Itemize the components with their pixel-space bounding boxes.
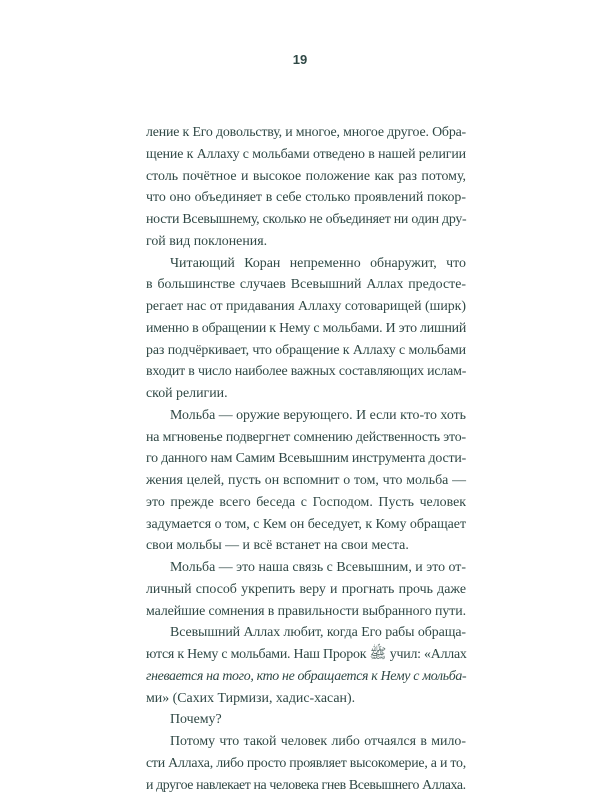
text-line: раз подчёркивает, что обращение к Аллаху с мольбами	[146, 340, 466, 362]
text-line: гой вид поклонения.	[146, 231, 466, 253]
text-line: Мольба — это наша связь с Всевышним, и это от-	[146, 557, 466, 579]
text-line: и другое навлекает на человека гнев Всевышнего Аллаха.	[146, 775, 466, 796]
text-line: ются к Нему с мольбами. Наш Пророк ﷺ учил: «Аллах	[146, 644, 466, 666]
text-line: столь почётное и высокое положение как раз потому,	[146, 166, 466, 188]
text-line: это прежде всего беседа с Господом. Пусть человек	[146, 492, 466, 514]
text-line: го данного нам Самим Всевышним инструмента дости-	[146, 448, 466, 470]
text-line: в большинстве случаев Всевышний Аллах предосте-	[146, 274, 466, 296]
text-line: ности Всевышнему, сколько не объединяет ни один дру-	[146, 209, 466, 231]
page-number: 19	[0, 52, 600, 67]
text-line: ской религии.	[146, 383, 466, 405]
text-line: Читающий Коран непременно обнаружит, что	[146, 253, 466, 275]
text-line: сти Аллаха, либо просто проявляет высокомерие, а и то,	[146, 753, 466, 775]
text-line: входит в число наиболее важных составляющих ислам-	[146, 361, 466, 383]
text-line: щение к Аллаху с мольбами отведено в нашей религии	[146, 144, 466, 166]
text-line: задумается о том, с Кем он беседует, к Кому обращает	[146, 514, 466, 536]
text-line: регает нас от придавания Аллаху сотоварищей (ширк)	[146, 296, 466, 318]
text-line: Почему?	[146, 709, 466, 731]
body-text	[146, 122, 466, 796]
text-line: Потому что такой человек либо отчаялся в мило-	[146, 731, 466, 753]
text-line: жения целей, пусть он вспомнит о том, что мольба —	[146, 470, 466, 492]
text-line: личный способ укрепить веру и прогнать прочь даже	[146, 579, 466, 601]
text-line: ми» (Сахих Тирмизи, хадис-хасан).	[146, 688, 466, 710]
text-line: ление к Его довольству, и многое, многое другое. Обра-	[146, 122, 466, 144]
text-line: именно в обращении к Нему с мольбами. И это лишний	[146, 318, 466, 340]
text-line: Всевышний Аллах любит, когда Его рабы обраща-	[146, 622, 466, 644]
text-line: свои мольбы — и всё встанет на свои места.	[146, 535, 466, 557]
text-line: Мольба — оружие верующего. И если кто-то хоть	[146, 405, 466, 427]
text-line: что оно объединяет в себе столько проявлений покор-	[146, 187, 466, 209]
text-line: гневается на того, кто не обращается к Нему с мольба-	[146, 666, 466, 688]
text-line: на мгновенье подвергнет сомнению действенность это-	[146, 427, 466, 449]
text-line: малейшие сомнения в правильности выбранного пути.	[146, 601, 466, 623]
